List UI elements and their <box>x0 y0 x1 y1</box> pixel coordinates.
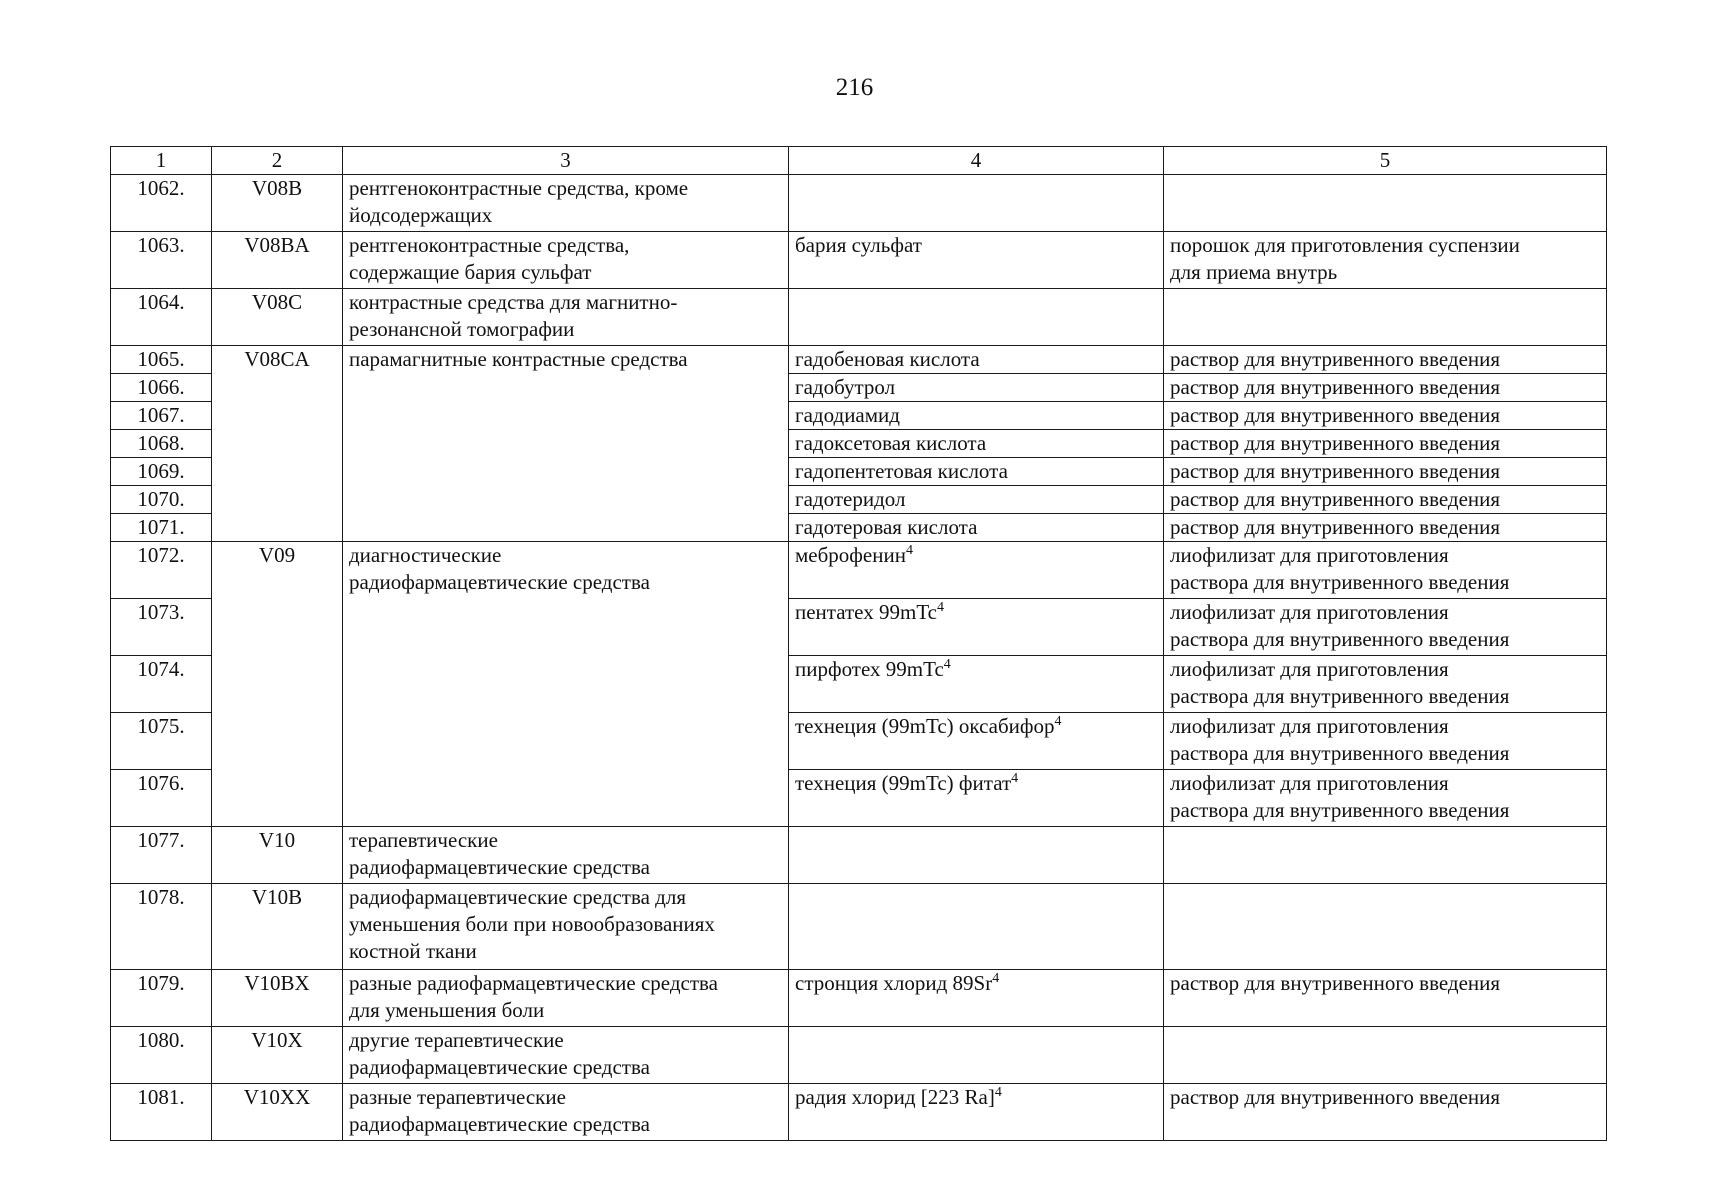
drug-name: пирфотех 99mTc$^4$ <box>789 656 1164 713</box>
table-row <box>111 827 1607 884</box>
dosage-form: порошок для приготовления суспензии для приема внутрь <box>1164 232 1607 289</box>
drug-name: гадобеновая кислота <box>789 346 1164 374</box>
footnote-marker: 4 <box>1054 714 1062 729</box>
table-row <box>111 346 1607 374</box>
dosage-form: лиофилизат для приготовления раствора для внутривенного введения <box>1164 770 1607 827</box>
drug-name: гадопентетовая кислота <box>789 458 1164 486</box>
row-number: 1072. <box>111 542 212 599</box>
drug-name: гадодиамид <box>789 402 1164 430</box>
row-number: 1066. <box>111 374 212 402</box>
drug-name: гадоксетовая кислота <box>789 430 1164 458</box>
table-row <box>111 1027 1607 1084</box>
row-number: 1068. <box>111 430 212 458</box>
row-number: 1070. <box>111 486 212 514</box>
row-number: 1067. <box>111 402 212 430</box>
table-row <box>111 289 1607 346</box>
table-row <box>111 232 1607 289</box>
dosage-form: раствор для внутривенного введения <box>1164 458 1607 486</box>
drug-name: бария сульфат <box>789 232 1164 289</box>
drug-name: гадобутрол <box>789 374 1164 402</box>
dosage-form: лиофилизат для приготовления раствора для внутривенного введения <box>1164 599 1607 656</box>
atc-code: V08BA <box>212 232 343 289</box>
dosage-form <box>1164 827 1607 884</box>
table-row <box>111 175 1607 232</box>
dosage-form <box>1164 884 1607 970</box>
atc-code: V08CA <box>212 346 343 542</box>
drug-name <box>789 175 1164 232</box>
dosage-form <box>1164 175 1607 232</box>
row-number: 1073. <box>111 599 212 656</box>
row-number: 1077. <box>111 827 212 884</box>
drug-name <box>789 1027 1164 1084</box>
atc-code: V08C <box>212 289 343 346</box>
dosage-form: раствор для внутривенного введения <box>1164 486 1607 514</box>
atc-code: V10B <box>212 884 343 970</box>
row-number: 1080. <box>111 1027 212 1084</box>
drug-name: радия хлорид [223 Ra]$^4$ <box>789 1084 1164 1141</box>
dosage-form: раствор для внутривенного введения <box>1164 402 1607 430</box>
dosage-form: лиофилизат для приготовления раствора для внутривенного введения <box>1164 656 1607 713</box>
row-number: 1076. <box>111 770 212 827</box>
table-row <box>111 884 1607 970</box>
group-name: рентгеноконтрастные средства, содержащие бария сульфат <box>343 232 789 289</box>
dosage-form: раствор для внутривенного введения <box>1164 970 1607 1027</box>
dosage-form <box>1164 289 1607 346</box>
group-name: рентгеноконтрастные средства, кроме йодсодержащих <box>343 175 789 232</box>
drug-name: технеция (99mTc) оксабифор$^4$ <box>789 713 1164 770</box>
row-number: 1075. <box>111 713 212 770</box>
row-number: 1079. <box>111 970 212 1027</box>
column-header-3: 3 <box>343 147 789 175</box>
table-header-row <box>111 147 1607 175</box>
footnote-marker: 4 <box>1011 771 1019 786</box>
group-name: парамагнитные контрастные средства <box>343 346 789 542</box>
group-name: терапевтические радиофармацевтические средства <box>343 827 789 884</box>
group-name: разные терапевтические радиофармацевтические средства <box>343 1084 789 1141</box>
group-name: контрастные средства для магнитно- резонансной томографии <box>343 289 789 346</box>
row-number: 1064. <box>111 289 212 346</box>
atc-code: V08B <box>212 175 343 232</box>
group-name: диагностические радиофармацевтические средства <box>343 542 789 827</box>
footnote-marker: 4 <box>905 543 913 558</box>
dosage-form: раствор для внутривенного введения <box>1164 1084 1607 1141</box>
table-row <box>111 1084 1607 1141</box>
dosage-form: раствор для внутривенного введения <box>1164 346 1607 374</box>
group-name: разные радиофармацевтические средства для уменьшения боли <box>343 970 789 1027</box>
table-row <box>111 542 1607 599</box>
table-row <box>111 970 1607 1027</box>
drug-name: меброфенин$^4$ <box>789 542 1164 599</box>
drug-name: технеция (99mTc) фитат$^4$ <box>789 770 1164 827</box>
row-number: 1078. <box>111 884 212 970</box>
row-number: 1069. <box>111 458 212 486</box>
atc-code: V10XX <box>212 1084 343 1141</box>
footnote-marker: 4 <box>994 1085 1002 1100</box>
footnote-marker: 4 <box>943 657 951 672</box>
row-number: 1074. <box>111 656 212 713</box>
row-number: 1081. <box>111 1084 212 1141</box>
drug-table <box>110 146 1607 1141</box>
atc-code: V09 <box>212 542 343 827</box>
group-name: другие терапевтические радиофармацевтические средства <box>343 1027 789 1084</box>
dosage-form: раствор для внутривенного введения <box>1164 430 1607 458</box>
column-header-2: 2 <box>212 147 343 175</box>
dosage-form: лиофилизат для приготовления раствора для внутривенного введения <box>1164 542 1607 599</box>
dosage-form: раствор для внутривенного введения <box>1164 374 1607 402</box>
dosage-form <box>1164 1027 1607 1084</box>
atc-code: V10BX <box>212 970 343 1027</box>
page-number: 216 <box>835 74 874 101</box>
drug-name <box>789 827 1164 884</box>
row-number: 1065. <box>111 346 212 374</box>
row-number: 1062. <box>111 175 212 232</box>
column-header-1: 1 <box>111 147 212 175</box>
drug-name <box>789 289 1164 346</box>
group-name: радиофармацевтические средства для уменьшения боли при новообразованиях костной ткани <box>343 884 789 970</box>
drug-name: гадотеридол <box>789 486 1164 514</box>
atc-code: V10X <box>212 1027 343 1084</box>
row-number: 1063. <box>111 232 212 289</box>
dosage-form: лиофилизат для приготовления раствора для внутривенного введения <box>1164 713 1607 770</box>
column-header-5: 5 <box>1164 147 1607 175</box>
dosage-form: раствор для внутривенного введения <box>1164 514 1607 542</box>
drug-name: гадотеровая кислота <box>789 514 1164 542</box>
drug-name: стронция хлорид 89Sr$^4$ <box>789 970 1164 1027</box>
footnote-marker: 4 <box>992 971 1000 986</box>
row-number: 1071. <box>111 514 212 542</box>
footnote-marker: 4 <box>937 600 944 615</box>
drug-name <box>789 884 1164 970</box>
atc-code: V10 <box>212 827 343 884</box>
column-header-4: 4 <box>789 147 1164 175</box>
drug-name: пентатех 99mTc$^4$ <box>789 599 1164 656</box>
